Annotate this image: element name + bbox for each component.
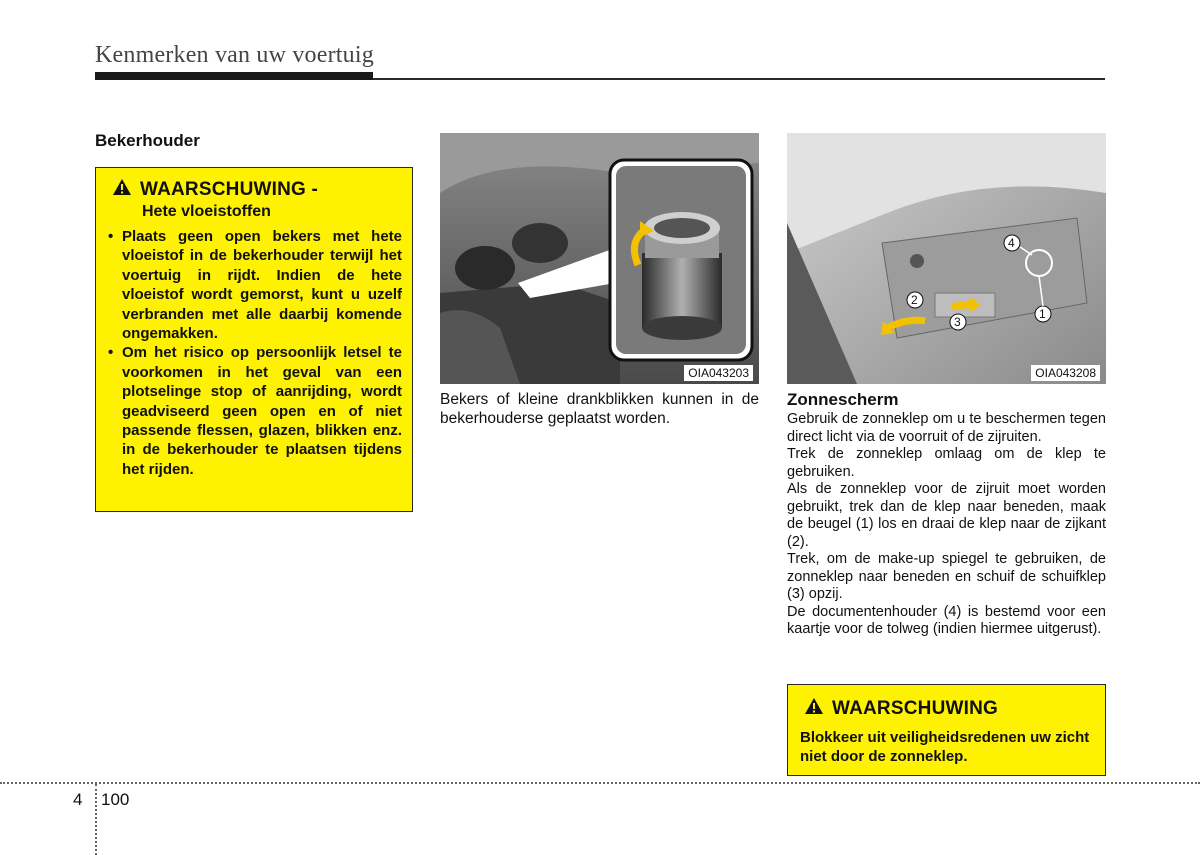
warning-title: WAARSCHUWING - <box>140 178 319 200</box>
paragraph: Gebruik de zonneklep om u te beschermen tegen direct licht via de voorruit of de zijruiten. <box>787 411 1106 445</box>
sunvisor-illustration <box>787 133 1106 384</box>
warning-list <box>108 227 402 479</box>
sunvisor-warning-box <box>787 684 1106 776</box>
image-code: OIA043208 <box>1031 365 1100 381</box>
warning-item: • Plaats geen open bekers met hete vloeistof in de bekerhouder terwijl het voertuig in rijdt. Indien de hete vloeistof wordt gemorst, kunt u uzelf verbranden met alle daarbij komende ongemakken. <box>108 227 402 343</box>
hot-liquids-warning-box <box>95 167 413 512</box>
warning-subtitle: Hete vloeistoffen <box>142 203 271 220</box>
sunvisor-text <box>787 411 1106 639</box>
cupholder-heading: Bekerhouder <box>95 131 200 150</box>
paragraph: Trek de zonneklep omlaag om de klep te gebruiken. <box>787 446 1106 480</box>
warning-text: Blokkeer uit veiligheidsredenen uw zicht niet door de zonneklep. <box>800 729 1090 765</box>
page-header-title: Kenmerken van uw voertuig <box>95 42 374 68</box>
cupholder-illustration <box>440 133 759 384</box>
cupholder-caption: Bekers of kleine drankblikken kunnen in de bekerhouderse geplaatst worden. <box>440 391 759 427</box>
page-number: 100 <box>101 790 130 809</box>
footer-dotted-rule <box>0 782 1200 784</box>
chapter-number: 4 <box>73 790 83 809</box>
warning-title: WAARSCHUWING <box>832 697 998 719</box>
footer-dotted-divider <box>95 784 97 855</box>
header-rule-accent <box>95 72 373 80</box>
warning-triangle-icon <box>112 178 132 201</box>
sunvisor-heading: Zonnescherm <box>787 390 899 409</box>
warning-triangle-icon <box>804 697 824 720</box>
callout-3: 3 <box>954 315 961 329</box>
paragraph: De documentenhouder (4) is bestemd voor een kaartje voor de tolweg (indien hiermee uitgerust). <box>787 603 1106 637</box>
callout-4: 4 <box>1008 236 1015 250</box>
image-code: OIA043203 <box>684 365 753 381</box>
warning-item: • Om het risico op persoonlijk letsel te voorkomen in het geval van een plotselinge stop of aanrijding, wordt geadviseerd geen open en of niet passende flessen, glazen, blikken enz. in de bekerhouder te plaatsen tijdens het rijden. <box>108 343 402 479</box>
callout-1: 1 <box>1039 307 1046 321</box>
callout-2: 2 <box>911 293 918 307</box>
paragraph: Trek, om de make-up spiegel te gebruiken, de zonneklep naar beneden en schuif de schuifklep (3) opzij. <box>787 551 1106 602</box>
paragraph: Als de zonneklep voor de zijruit moet worden gebruikt, trek dan de klep naar beneden, maak de beugel (1) los en draai de klep naar de zijkant (2). <box>787 481 1106 550</box>
